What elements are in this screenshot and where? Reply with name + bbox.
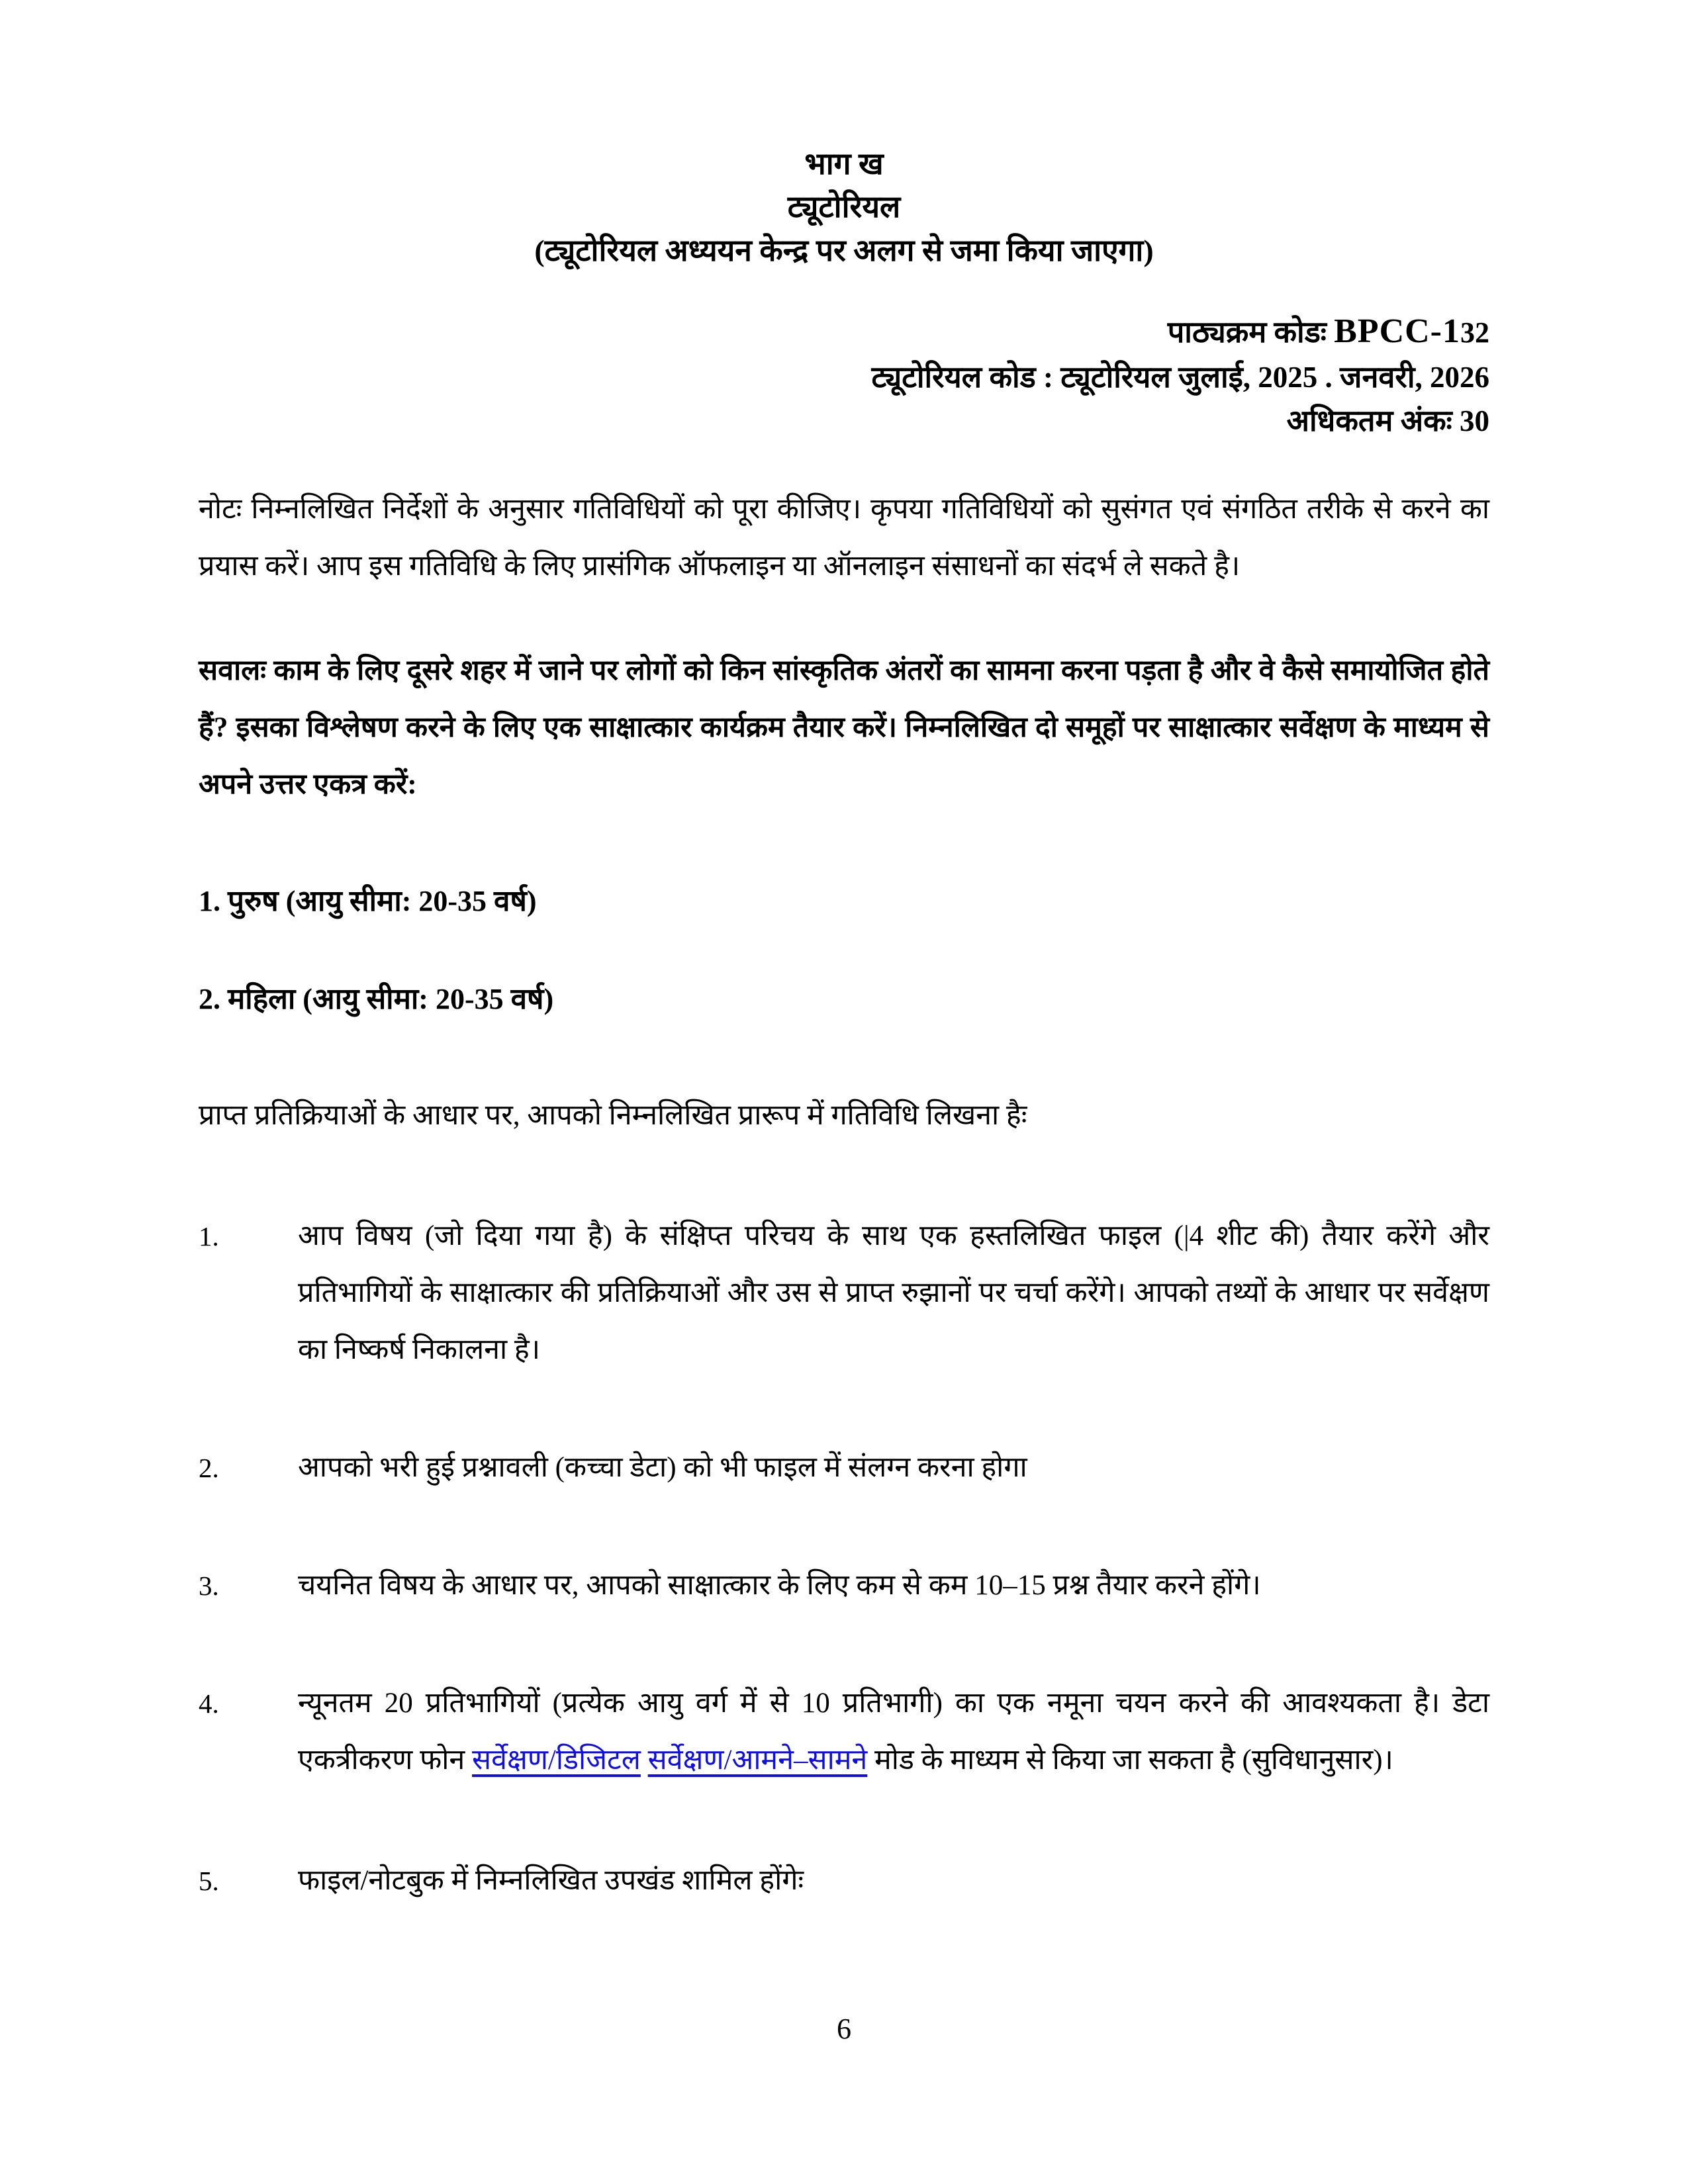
group-number: 2.: [199, 982, 220, 1015]
instruction-text: चयनित विषय के आधार पर, आपको साक्षात्कार के लिए कम से कम 10–15 प्रश्न तैयार करने होंगे।: [298, 1569, 1261, 1601]
course-code-label: पाठ्यक्रम कोडः: [1167, 315, 1335, 349]
group-text: महिला (आयु सीमा: 20-35 वर्ष): [228, 982, 554, 1015]
course-code-line: [199, 306, 1489, 356]
group-number: 1.: [199, 884, 220, 917]
page-content: [199, 142, 1489, 1909]
group-item-male: [199, 880, 1489, 923]
link-separator: [641, 1745, 648, 1776]
page-subtitle: (ट्यूटोरियल अध्ययन केन्द्र पर अलग से जमा किया जाएगा): [534, 233, 1154, 267]
max-marks-line: अधिकतम अंकः 30: [1286, 404, 1489, 437]
header-right-block: [199, 306, 1489, 443]
instruction-item-5: [199, 1852, 1489, 1909]
survey-mode-link-digital[interactable]: सर्वेक्षण/डिजिटल: [472, 1745, 641, 1776]
instruction-number: 1.: [199, 1220, 219, 1251]
page-title: ट्यूटोरियल: [787, 190, 901, 224]
part-label: भाग ख: [804, 147, 884, 181]
group-item-female: [199, 978, 1489, 1021]
instruction-text: आपको भरी हुई प्रश्नावली (कच्चा डेटा) को भी फाइल में संलग्न करना होगा: [298, 1451, 1027, 1483]
survey-mode-link-face-to-face[interactable]: सर्वेक्षण/आमने–सामने: [647, 1745, 868, 1776]
format-intro-paragraph: प्राप्त प्रतिक्रियाओं के आधार पर, आपको निम्नलिखित प्रारूप में गतिविधि लिखना हैः: [199, 1099, 1027, 1131]
header-center-block: [199, 142, 1489, 272]
instruction-text: आप विषय (जो दिया गया है) के संक्षिप्त परिचय के साथ एक हस्तलिखित फाइल (|4 शीट की) तैयार करेंगे और प्रतिभागियों के साक्षात्कार की प्रतिक्रियाओं और उस से प्राप्त रुझानों पर चर्चा करेंगे। आपको तथ्यों के आधार पर सर्वेक्षण का निष्कर्ष निकालना है।: [298, 1220, 1489, 1365]
course-code-main: BPCC-1: [1334, 312, 1460, 350]
tutorial-code-line: ट्यूटोरियल कोड : ट्यूटोरियल जुलाई, 2025 . जनवरी, 2026: [871, 361, 1489, 394]
instruction-number: 4.: [199, 1688, 219, 1719]
instruction-text: [298, 1675, 1489, 1789]
question-paragraph: सवालः काम के लिए दूसरे शहर में जाने पर लोगों को किन सांस्कृतिक अंतरों का सामना करना पड़ता है और वे कैसे समायोजित होते हैं? इसका विश्लेषण करने के लिए एक साक्षात्कार कार्यक्रम तैयार करें। निम्नलिखित दो समूहों पर साक्षात्कार सर्वेक्षण के माध्यम से अपने उत्तर एकत्र करें:: [199, 655, 1489, 800]
instruction-text-before: न्यूनतम 20 प्रतिभागियों (प्रत्येक आयु वर्ग में से 10 प्रतिभागी) का एक नमूना चयन करने की आवश्यकता है। डेटा एकत्रीकरण फोन: [298, 1688, 1489, 1776]
course-code-small: 32: [1460, 316, 1489, 349]
instruction-item-4: [199, 1675, 1489, 1789]
instruction-list: [199, 1208, 1489, 1909]
instruction-item-2: [199, 1439, 1489, 1496]
instruction-text-after: मोड के माध्यम से किया जा सकता है (सुविधानुसार)।: [867, 1745, 1393, 1776]
page-number: 6: [837, 2013, 851, 2045]
instruction-number: 2.: [199, 1452, 219, 1483]
instruction-number: 3.: [199, 1570, 219, 1601]
instruction-item-3: [199, 1557, 1489, 1614]
instruction-text: फाइल/नोटबुक में निम्नलिखित उपखंड शामिल होंगेः: [298, 1865, 804, 1897]
instruction-number: 5.: [199, 1866, 219, 1897]
group-text: पुरुष (आयु सीमा: 20-35 वर्ष): [228, 884, 537, 917]
note-paragraph: नोटः निम्नलिखित निर्देशों के अनुसार गतिविधियों को पूरा कीजिए। कृपया गतिविधियों को सुसंगत एवं संगठित तरीके से करने का प्रयास करें। आप इस गतिविधि के लिए प्रासंगिक ऑफलाइन या ऑनलाइन संसाधनों का संदर्भ ले सकते है।: [199, 493, 1489, 582]
instruction-item-1: [199, 1208, 1489, 1379]
